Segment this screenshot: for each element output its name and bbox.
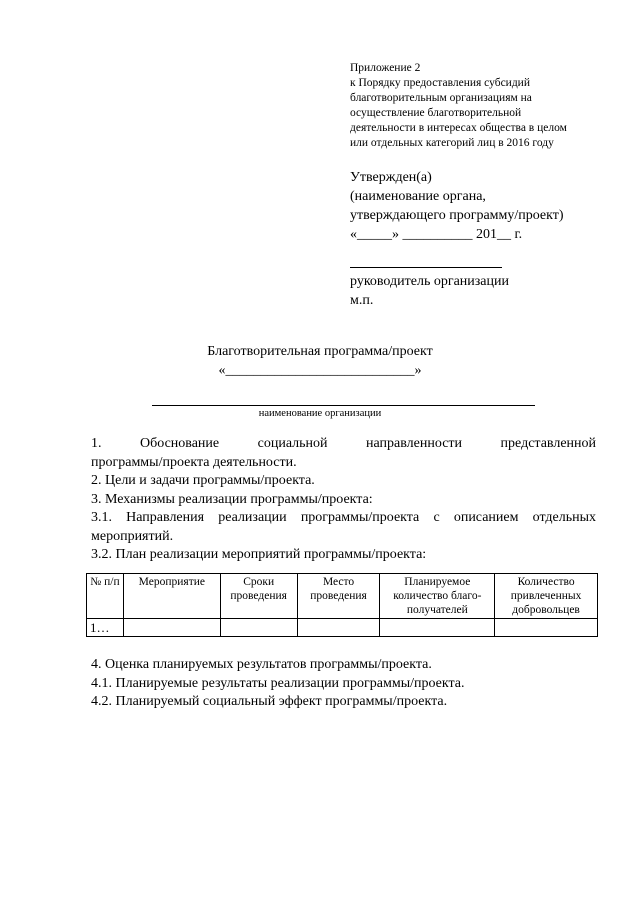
section-4-2: 4.2. Планируемый социальный эффект программы/проекта. <box>91 694 448 709</box>
program-name-placeholder: «___________________________» <box>218 363 422 378</box>
section-word: направленности <box>366 436 463 451</box>
program-title: Благотворительная программа/проект <box>207 344 433 359</box>
approval-date-line: «_____» __________ 201__ г. <box>350 227 523 242</box>
column-header-volunteers: Количество привлеченных добровольцев <box>495 574 598 619</box>
section-word: социальной <box>257 436 328 451</box>
table-cell: 1… <box>87 619 124 637</box>
column-header-dates: Сроки проведения <box>220 574 297 619</box>
table-cell <box>297 619 380 637</box>
stamp-label: м.п. <box>350 293 374 308</box>
table-cell <box>495 619 598 637</box>
table-cell <box>123 619 220 637</box>
appendix-block <box>350 61 610 151</box>
table-row <box>87 619 598 637</box>
section-1-line-1 <box>91 435 596 454</box>
section-word: Обоснование <box>140 436 220 451</box>
table-cell <box>220 619 297 637</box>
table-cell <box>380 619 495 637</box>
organization-caption: наименование организации <box>258 408 382 419</box>
section-3: 3. Механизмы реализации программы/проекта: <box>91 491 373 507</box>
section-1-line-2: программы/проекта деятельности. <box>91 454 297 470</box>
appendix-line: Приложение 2 <box>350 62 421 74</box>
section-4: 4. Оценка планируемых результатов программы/проекта. <box>91 657 432 672</box>
signature-line <box>350 267 502 268</box>
table-header-row <box>87 574 598 619</box>
appendix-line: благотворительным организациям на <box>350 92 532 104</box>
program-title-block <box>0 342 640 380</box>
approval-line: утверждающего программу/проект) <box>350 208 564 223</box>
head-label: руководитель организации <box>350 274 509 289</box>
approval-line: Утвержден(а) <box>350 170 432 185</box>
approval-line: (наименование органа, <box>350 189 486 204</box>
section-4-1: 4.1. Планируемые результаты реализации программы/проекта. <box>91 675 465 691</box>
sections-block <box>91 435 596 565</box>
organization-name-line <box>152 405 535 406</box>
column-header-number: № п/п <box>87 574 124 619</box>
approval-block <box>350 168 620 244</box>
section-word: представленной <box>500 436 597 451</box>
section-word: 1. <box>91 436 102 451</box>
section-2: 2. Цели и задачи программы/проекта. <box>91 473 315 488</box>
section-3-1-line-2: мероприятий. <box>91 528 174 544</box>
appendix-line: деятельности в интересах общества в целом <box>350 122 567 134</box>
signature-block <box>350 272 509 310</box>
appendix-line: к Порядку предоставления субсидий <box>350 77 530 89</box>
section-3-1-line-1: 3.1. Направления реализации программы/проекта с описанием отдельных <box>91 510 596 525</box>
section-4-block <box>91 656 596 712</box>
column-header-event: Мероприятие <box>123 574 220 619</box>
appendix-line: осуществление благотворительной <box>350 107 522 119</box>
appendix-line: или отдельных категорий лиц в 2016 году <box>350 137 554 149</box>
column-header-place: Место проведения <box>297 574 380 619</box>
column-header-beneficiaries: Планируемое количество благо-получателей <box>380 574 495 619</box>
plan-table <box>86 573 598 637</box>
section-3-2: 3.2. План реализации мероприятий программы/проекта: <box>91 547 427 562</box>
